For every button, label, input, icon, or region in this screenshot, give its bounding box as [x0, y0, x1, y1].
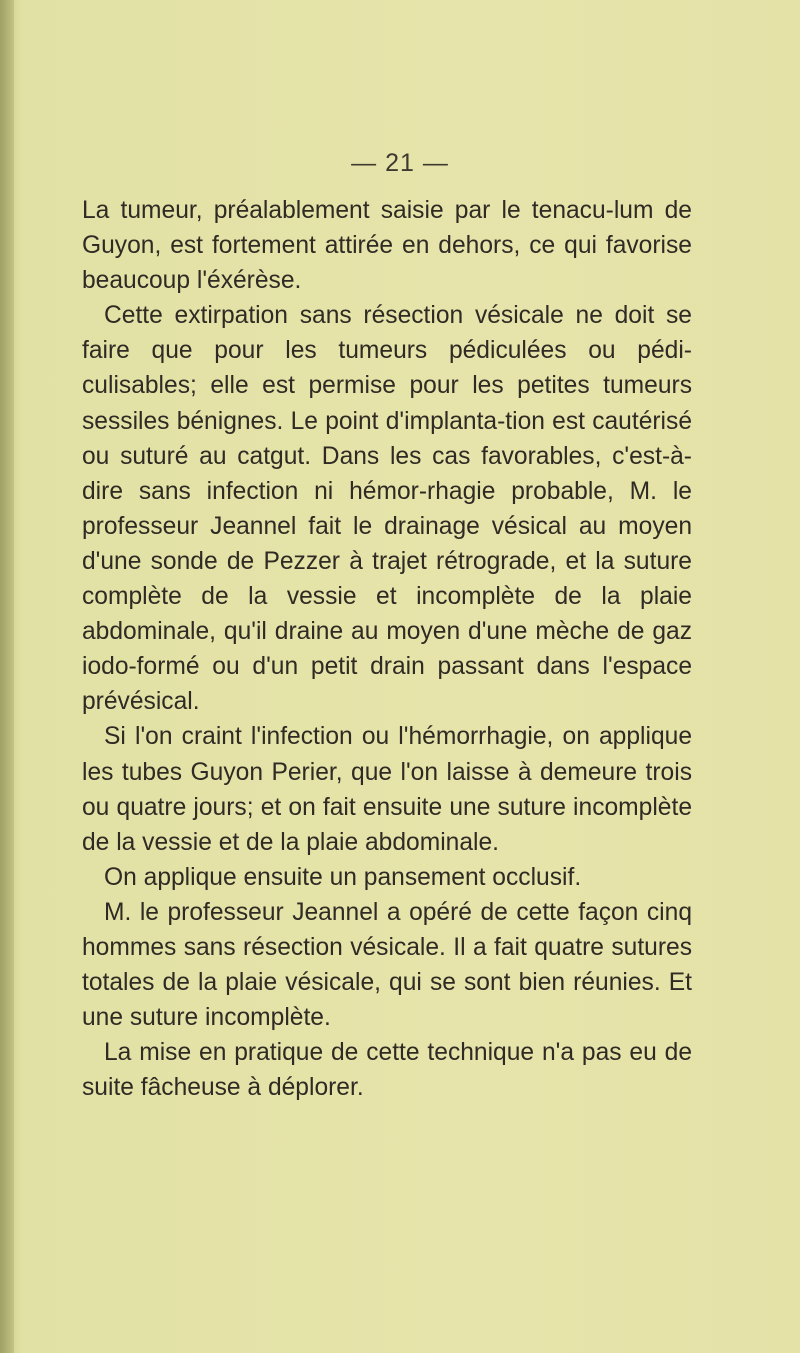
paragraph-3: Si l'on craint l'infection ou l'hémorrhagie, on applique les tubes Guyon Perier, que l'on laisse à demeure trois ou quatre jours; et on fait ensuite une suture incomplète de la vessie et de la plaie abdominale. [82, 723, 692, 856]
paragraph-1: La tumeur, préalablement saisie par le tenacu-lum de Guyon, est fortement attirée en dehors, ce qui favorise beaucoup l'éxérèse. [82, 197, 692, 295]
body-text [82, 193, 692, 1105]
page-number: — 21 — [351, 149, 449, 177]
paragraph-2: Cette extirpation sans résection vésicale ne doit se faire que pour les tumeurs pédiculées ou pédi-culisables; elle est permise pour les petites tumeurs sessiles bénignes. Le point d'implanta-tion est cautérisé ou suturé au catgut. Dans les cas favorables, c'est-à-dire sans infection ni hémor-rhagie probable, M. le professeur Jeannel fait le drainage vésical au moyen d'une sonde de Pezzer à trajet rétrograde, et la suture complète de la vessie et incomplète de la plaie abdominale, qu'il draine au moyen d'une mèche de gaz iodo-formé ou d'un petit drain passant dans l'espace prévésical. [82, 302, 692, 716]
paragraph-5: M. le professeur Jeannel a opéré de cette façon cinq hommes sans résection vésicale. Il a fait quatre sutures totales de la plaie vésicale, qui se sont bien réunies. Et une suture incomplète. [82, 898, 692, 1032]
paragraph-6: La mise en pratique de cette technique n'a pas eu de suite fâcheuse à déplorer. [82, 1039, 692, 1102]
paragraph-4: On applique ensuite un pansement occlusif. [104, 863, 582, 891]
page-binding-edge [0, 0, 14, 1353]
